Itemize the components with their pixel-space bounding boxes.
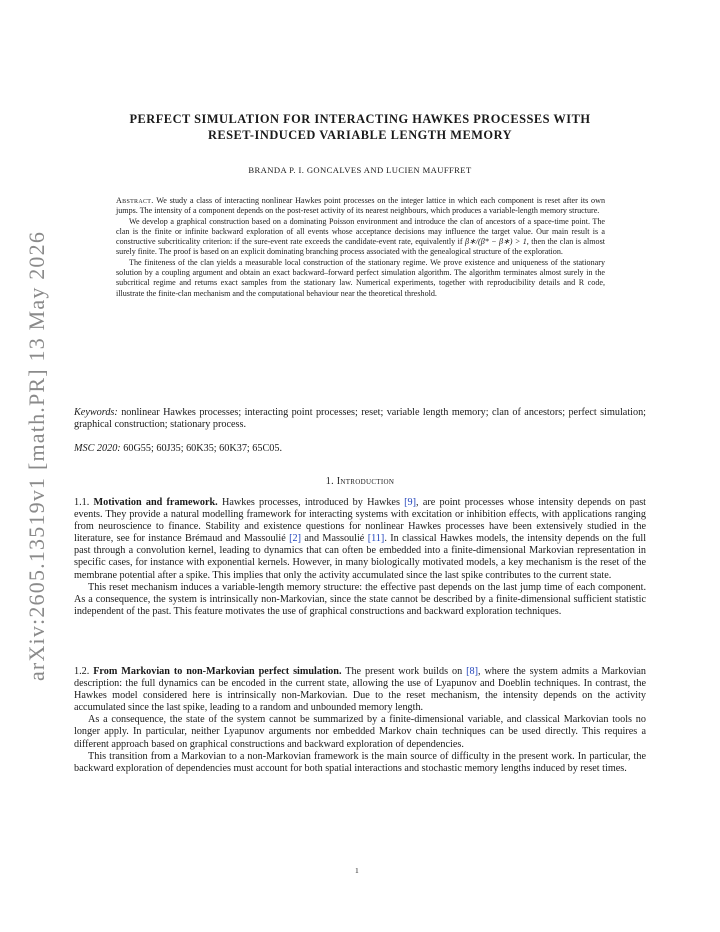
abstract-math: β∗/(β* − β∗) > 1, <box>464 237 529 247</box>
paragraph-text: and Massoulié <box>304 533 365 545</box>
keywords-text: nonlinear Hawkes processes; interacting point processes; reset; variable length memory; clan of ancestors; perfect simulation; graphical construction; stationary process. <box>74 407 646 431</box>
subsection-number: 1.2. <box>74 666 90 677</box>
abstract-paragraph-2 <box>116 217 605 258</box>
citation-link[interactable]: [8] <box>466 666 478 677</box>
page-number: 1 <box>355 866 359 875</box>
citation-link[interactable]: [11] <box>367 533 385 545</box>
abstract-paragraph-1 <box>116 196 605 217</box>
subsection-number: 1.1. <box>74 497 90 508</box>
title-line-1: PERFECT SIMULATION FOR INTERACTING HAWKES PROCESSES WITH <box>129 112 591 126</box>
title-line-2: RESET-INDUCED VARIABLE LENGTH MEMORY <box>207 128 513 142</box>
arxiv-identifier: arXiv:2605.13519v1 [math.PR] 13 May 2026 <box>24 230 49 682</box>
paper-title <box>100 111 620 143</box>
subsection-1-1-paragraph-1 <box>74 497 646 582</box>
keywords-label: Keywords: <box>74 407 118 418</box>
abstract-paragraph-3: The finiteness of the clan yields a measurable local construction of the stationary regime. We prove existence and uniqueness of the stationary solution by a coupling argument and obtain an exact backward–forward perfect simulation algorithm. The algorithm terminates almost surely in the subcritical regime and returns exact samples from the stationary law. Numerical experiments, together with reproducibility details and R code, illustrate the finite-clan mechanism and the computational behaviour near the theoretical threshold. <box>116 257 605 298</box>
paragraph-text: . In classical Hawkes models, the intensity depends on the full past through a convolution kernel, leading to dynamics that can often be embedded into a finite-dimensional Markovian representation in specific cases, for instance with exponential kernels. However, in many biologically motivated models, a key mechanism is the reset of the membrane potential after a spike. This implies that only the activity accumulated since the last spike contributes to the current state. <box>74 533 647 581</box>
abstract-label: Abstract. <box>116 196 154 205</box>
paragraph-text: , are point processes whose intensity depends on past events. They provide a natural modelling framework for interacting systems with excitation or inhibition effects, with applications ranging from neuroscience to finance. Stability and existence questions for nonlinear Hawkes processes have been extensively studied in the literature, see for instance Brémaud and Massoulié <box>74 497 647 545</box>
subsection-1-2-paragraph-1 <box>74 666 646 714</box>
paragraph-text: The present work builds on <box>345 666 463 677</box>
abstract-p2-text-a: We develop a graphical construction based on a dominating Poisson environment and introduce the clan of ancestors of a space-time point. The clan is the finite or infinite backward exploration of all events whose acceptance decisions may influence the target value. Our main result is a constructive subcriticality criterion: if the sure-event rate exceeds the candidate-event rate, equivalently if <box>116 216 605 247</box>
subsection-1-2-paragraph-2: As a consequence, the state of the system cannot be summarized by a finite-dimensional variable, and classical Markovian tools no longer apply. In particular, neither Lyapunov arguments nor embedded Markov chain techniques can be used directly. This requires a different approach based on graphical constructions and backward exploration of dependencies. <box>74 714 646 750</box>
section-number: 1. <box>325 476 334 487</box>
paragraph-text: , where the system admits a Markovian description: the full dynamics can be encoded in the current state, allowing the use of Lyapunov and Doeblin techniques. In contrast, the Hawkes model considered here is intrinsically non-Markovian. Due to the reset mechanism, the intensity depends on the activity accumulated since the last spike, leading to a random and unbounded memory length. <box>74 666 647 714</box>
msc-text: 60G55; 60J35; 60K35; 60K37; 65C05. <box>123 443 283 454</box>
abstract-p1-text: We study a class of interacting nonlinear Hawkes point processes on the integer lattice in which each component is reset after its own jumps. The intensity of a component depends on the post-reset activity of its nearest neighbours, which produces a variable-length memory structure. <box>116 196 605 216</box>
abstract-p2-text-b: then the clan is almost surely finite. The proof is based on an explicit dominating branching process associated with the genealogical structure of the exploration. <box>116 237 605 257</box>
subsection-1-1 <box>74 497 646 618</box>
subsection-1-2-paragraph-3: This transition from a Markovian to a non-Markovian framework is the main source of difficulty in the present work. In particular, the backward exploration of dependencies must account for both spatial interactions and stochastic memory lengths induced by reset times. <box>74 750 646 774</box>
citation-link[interactable]: [9] <box>404 497 417 508</box>
abstract <box>116 196 605 299</box>
msc-classification <box>74 443 646 455</box>
subsection-1-1-paragraph-2: This reset mechanism induces a variable-length memory structure: the effective past depends on the last jump time of each component. As a consequence, the system is intrinsically non-Markovian, since the state cannot be described by a finite-dimensional sufficient statistic independent of the past. This feature motivates the use of graphical constructions and backward exploration techniques. <box>74 581 646 617</box>
msc-label: MSC 2020: <box>74 443 121 454</box>
paragraph-text: Hawkes processes, introduced by Hawkes <box>221 497 400 508</box>
authors: BRANDA P. I. GONCALVES AND LUCIEN MAUFFRET <box>248 165 472 175</box>
subsection-1-2 <box>74 666 646 775</box>
subsection-title: Motivation and framework. <box>93 497 218 508</box>
citation-link[interactable]: [2] <box>289 533 301 545</box>
keywords <box>74 407 646 431</box>
subsection-title: From Markovian to non-Markovian perfect simulation. <box>93 666 342 677</box>
section-title: Introduction <box>336 476 395 487</box>
section-heading <box>74 476 646 487</box>
